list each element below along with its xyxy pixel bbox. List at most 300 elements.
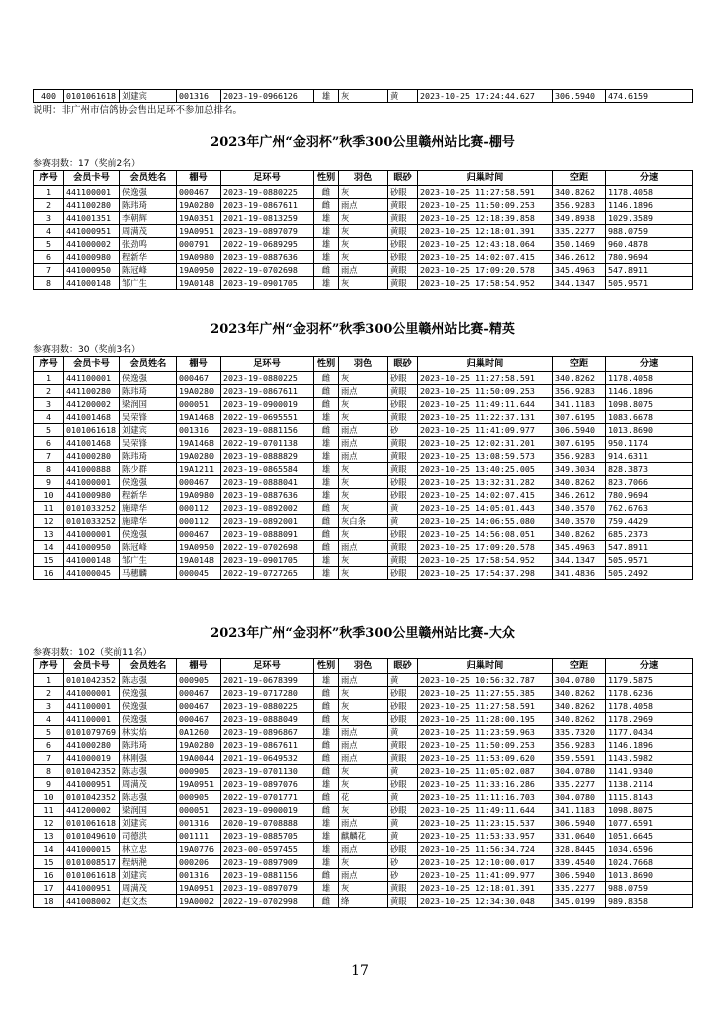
table-cell: 441100280	[64, 199, 120, 212]
table-cell: 1077.6591	[606, 817, 693, 830]
column-header: 性别	[314, 659, 339, 674]
table-cell: 304.0780	[553, 791, 606, 804]
table-cell: 19A0951	[177, 882, 221, 895]
table-cell: 441000950	[64, 264, 120, 277]
table-cell: 2023-10-25 12:18:01.391	[418, 882, 553, 895]
section-title-dazhong: 2023年广州“金羽杯”秋季300公里赣州站比赛-大众	[210, 626, 515, 641]
table-cell: 雨点	[339, 264, 388, 277]
table-row	[34, 476, 693, 489]
table-cell: 2023-10-25 11:50:09.253	[418, 199, 553, 212]
table-cell: 雄	[314, 830, 339, 843]
table-cell: 黄	[388, 765, 418, 778]
table-row	[34, 726, 693, 739]
table-cell: 砂眼	[388, 489, 418, 502]
table-cell: 雨点	[339, 817, 388, 830]
column-header: 分速	[606, 171, 693, 186]
table-cell: 雨点	[339, 424, 388, 437]
table-cell: 4	[34, 713, 64, 726]
table-cell: 17	[34, 882, 64, 895]
table-cell: 梁润国	[120, 804, 177, 817]
column-header: 会员姓名	[120, 659, 177, 674]
table-row	[34, 411, 693, 424]
table-cell: 灰	[339, 277, 388, 290]
table-cell: 黄	[388, 502, 418, 515]
table-cell: 349.8938	[553, 212, 606, 225]
table-cell: 0101061618	[64, 90, 120, 103]
table-cell: 6	[34, 437, 64, 450]
table-cell: 雌	[314, 528, 339, 541]
table-row	[34, 674, 693, 687]
table-cell: 1179.5875	[606, 674, 693, 687]
table-cell: 1141.9340	[606, 765, 693, 778]
table-cell: 000791	[177, 238, 221, 251]
table-cell: 346.2612	[553, 251, 606, 264]
table-cell: 程新华	[120, 251, 177, 264]
table-cell: 灰	[339, 567, 388, 580]
table-cell: 2023-10-25 11:56:34.724	[418, 843, 553, 856]
table-cell: 砂眼	[388, 251, 418, 264]
table-cell: 2023-10-25 11:41:09.977	[418, 869, 553, 882]
table-cell: 8	[34, 765, 64, 778]
table-row	[34, 869, 693, 882]
table-cell: 780.9694	[606, 251, 693, 264]
table-cell: 灰	[339, 225, 388, 238]
table-row	[34, 739, 693, 752]
table-cell: 雄	[314, 674, 339, 687]
table-cell: 441000951	[64, 778, 120, 791]
table-cell: 960.4878	[606, 238, 693, 251]
header-row	[34, 659, 693, 674]
table-cell: 823.7066	[606, 476, 693, 489]
table-cell: 0101033252	[64, 515, 120, 528]
table-cell: 黄眼	[388, 264, 418, 277]
column-header: 归巢时间	[418, 357, 553, 372]
table-row	[34, 528, 693, 541]
table-cell: 2023-10-25 13:08:59.573	[418, 450, 553, 463]
table-cell: 356.9283	[553, 385, 606, 398]
table-cell: 黄眼	[388, 199, 418, 212]
table-cell: 340.8262	[553, 186, 606, 199]
table-cell: 2023-10-25 14:06:55.080	[418, 515, 553, 528]
table-cell: 344.1347	[553, 554, 606, 567]
table-cell: 4	[34, 225, 64, 238]
table-cell: 2023-19-0880225	[221, 186, 314, 199]
table-cell: 341.1183	[553, 398, 606, 411]
table-cell: 2023-19-0897909	[221, 856, 314, 869]
table-cell: 441000045	[64, 567, 120, 580]
table-cell: 13	[34, 830, 64, 843]
table-cell: 灰	[339, 372, 388, 385]
table-cell: 780.9694	[606, 489, 693, 502]
table-cell: 19A0950	[177, 264, 221, 277]
table-cell: 2023-10-25 12:18:39.858	[418, 212, 553, 225]
table-cell: 2023-19-0901705	[221, 554, 314, 567]
table-cell: 2022-19-0701138	[221, 437, 314, 450]
table-cell: 灰	[339, 778, 388, 791]
table-row	[34, 541, 693, 554]
table-cell: 灰	[339, 90, 388, 103]
section-info-pengpai: 参赛羽数：17（奖前2名）	[33, 159, 141, 169]
table-cell: 砂	[388, 856, 418, 869]
table-cell: 13	[34, 528, 64, 541]
column-header: 序号	[34, 171, 64, 186]
table-cell: 989.8358	[606, 895, 693, 908]
table-cell: 2020-19-0708888	[221, 817, 314, 830]
table-cell: 雨点	[339, 199, 388, 212]
table-cell: 林立忠	[120, 843, 177, 856]
table-cell: 灰	[339, 882, 388, 895]
table-cell: 2023-10-25 11:33:16.286	[418, 778, 553, 791]
table-cell: 雄	[314, 251, 339, 264]
table-cell: 2023-10-25 11:05:02.087	[418, 765, 553, 778]
table-cell: 吴荣锋	[120, 411, 177, 424]
table-cell: 0101061618	[64, 424, 120, 437]
table-row	[34, 90, 693, 103]
table-cell: 雄	[314, 817, 339, 830]
table-cell: 547.8911	[606, 264, 693, 277]
table-cell: 黄眼	[388, 554, 418, 567]
table-cell: 2023-10-25 11:50:09.253	[418, 739, 553, 752]
table-cell: 黄眼	[388, 385, 418, 398]
table-cell: 2023-19-0887636	[221, 251, 314, 264]
table-cell: 雨点	[339, 752, 388, 765]
column-header: 会员卡号	[64, 659, 120, 674]
table-cell: 441000980	[64, 489, 120, 502]
table-row	[34, 765, 693, 778]
table-cell: 雄	[314, 411, 339, 424]
table-cell: 2023-10-25 14:02:07.415	[418, 251, 553, 264]
table-cell: 2022-19-0702698	[221, 264, 314, 277]
table-cell: 砂	[388, 869, 418, 882]
table-cell: 340.3570	[553, 502, 606, 515]
table-cell: 灰	[339, 212, 388, 225]
table-cell: 黄	[388, 90, 418, 103]
table-cell: 刘建宾	[120, 90, 177, 103]
column-header: 棚号	[177, 659, 221, 674]
table-cell: 19A1468	[177, 411, 221, 424]
table-cell: 1	[34, 372, 64, 385]
table-cell: 砂眼	[388, 713, 418, 726]
table-cell: 6	[34, 251, 64, 264]
table-cell: 10	[34, 489, 64, 502]
table-cell: 1146.1896	[606, 739, 693, 752]
table-cell: 1178.4058	[606, 372, 693, 385]
table-cell: 灰	[339, 713, 388, 726]
table-cell: 雄	[314, 225, 339, 238]
table-row	[34, 804, 693, 817]
table-cell: 雨点	[339, 541, 388, 554]
column-header: 眼砂	[388, 659, 418, 674]
table-cell: 雄	[314, 238, 339, 251]
table-row	[34, 238, 693, 251]
table-cell: 2022-19-0689295	[221, 238, 314, 251]
table-cell: 5	[34, 238, 64, 251]
table-cell: 周满茂	[120, 882, 177, 895]
table-cell: 邹广生	[120, 277, 177, 290]
table-cell: 441100001	[64, 713, 120, 726]
table-cell: 黄眼	[388, 437, 418, 450]
table-cell: 灰	[339, 804, 388, 817]
table-cell: 灰	[339, 463, 388, 476]
table-cell: 周满茂	[120, 778, 177, 791]
table-cell: 0101061618	[64, 817, 120, 830]
table-cell: 2023-10-25 11:41:09.977	[418, 424, 553, 437]
table-cell: 陈志强	[120, 791, 177, 804]
table-cell: 雌	[314, 186, 339, 199]
table-cell: 2023-10-25 17:58:54.952	[418, 554, 553, 567]
table-cell: 雄	[314, 778, 339, 791]
table-cell: 2023-10-25 17:24:44.627	[418, 90, 553, 103]
table-cell: 2022-19-0701771	[221, 791, 314, 804]
table-cell: 砂眼	[388, 843, 418, 856]
table-cell: 8	[34, 463, 64, 476]
table-cell: 赵文杰	[120, 895, 177, 908]
column-header: 棚号	[177, 357, 221, 372]
table-cell: 988.0759	[606, 225, 693, 238]
table-cell: 2023-10-25 17:09:20.578	[418, 264, 553, 277]
table-row	[34, 895, 693, 908]
table-cell: 441000148	[64, 277, 120, 290]
table-cell: 3	[34, 212, 64, 225]
table-cell: 12	[34, 515, 64, 528]
table-cell: 1029.3589	[606, 212, 693, 225]
table-cell: 雌	[314, 264, 339, 277]
table-cell: 刘建宾	[120, 869, 177, 882]
table-row	[34, 450, 693, 463]
table-cell: 344.1347	[553, 277, 606, 290]
table-cell: 7	[34, 752, 64, 765]
table-cell: 2023-10-25 13:32:31.282	[418, 476, 553, 489]
table-cell: 侯逸强	[120, 700, 177, 713]
table-cell: 2023-19-0881156	[221, 424, 314, 437]
table-cell: 2023-10-25 17:58:54.952	[418, 277, 553, 290]
table-cell: 685.2373	[606, 528, 693, 541]
table-cell: 2023-19-0896867	[221, 726, 314, 739]
table-cell: 雌	[314, 687, 339, 700]
section-info-jingying: 参赛羽数：30（奖前3名）	[33, 345, 141, 355]
table-row	[34, 251, 693, 264]
table-cell: 000467	[177, 687, 221, 700]
table-cell: 2023-10-25 11:49:11.644	[418, 804, 553, 817]
table-cell: 441000002	[64, 238, 120, 251]
table-cell: 547.8911	[606, 541, 693, 554]
table-cell: 19A1468	[177, 437, 221, 450]
column-header: 归巢时间	[418, 659, 553, 674]
table-cell: 灰	[339, 687, 388, 700]
table-cell: 16	[34, 567, 64, 580]
table-cell: 2	[34, 687, 64, 700]
table-cell: 441100280	[64, 385, 120, 398]
table-cell: 001316	[177, 424, 221, 437]
table-cell: 349.3034	[553, 463, 606, 476]
table-cell: 雄	[314, 90, 339, 103]
table-cell: 1178.4058	[606, 700, 693, 713]
table-cell: 11	[34, 502, 64, 515]
table-cell: 1	[34, 186, 64, 199]
table-cell: 828.3873	[606, 463, 693, 476]
table-cell: 砂眼	[388, 528, 418, 541]
table-cell: 2022-19-0702698	[221, 541, 314, 554]
table-cell: 雨点	[339, 385, 388, 398]
table-cell: 2023-10-25 11:23:59.963	[418, 726, 553, 739]
table-row	[34, 489, 693, 502]
table-cell: 306.5940	[553, 869, 606, 882]
table-cell: 441000888	[64, 463, 120, 476]
table-cell: 2023-10-25 14:02:07.415	[418, 489, 553, 502]
table-cell: 黄眼	[388, 225, 418, 238]
table-cell: 001316	[177, 869, 221, 882]
table-cell: 雨点	[339, 726, 388, 739]
table-cell: 2	[34, 385, 64, 398]
table-cell: 001111	[177, 830, 221, 843]
table-cell: 441008002	[64, 895, 120, 908]
table-row	[34, 843, 693, 856]
table-cell: 441100001	[64, 372, 120, 385]
table-row	[34, 778, 693, 791]
table-row	[34, 817, 693, 830]
table-cell: 340.8262	[553, 372, 606, 385]
table-cell: 黄眼	[388, 882, 418, 895]
table-cell: 18	[34, 895, 64, 908]
table-cell: 441000001	[64, 687, 120, 700]
table-cell: 19A0044	[177, 752, 221, 765]
table-cell: 陈志强	[120, 674, 177, 687]
table-cell: 001316	[177, 90, 221, 103]
table-cell: 2023-10-25 11:23:15.537	[418, 817, 553, 830]
table-cell: 0101008517	[64, 856, 120, 869]
table-cell: 340.8262	[553, 700, 606, 713]
table-cell: 雌	[314, 895, 339, 908]
table-cell: 雨点	[339, 437, 388, 450]
table-cell: 1115.8143	[606, 791, 693, 804]
table-row	[34, 687, 693, 700]
table-cell: 灰	[339, 765, 388, 778]
table-cell: 雄	[314, 554, 339, 567]
table-cell: 陈志强	[120, 765, 177, 778]
table-cell: 黄眼	[388, 541, 418, 554]
table-cell: 灰	[339, 398, 388, 411]
table-cell: 4	[34, 411, 64, 424]
table-cell: 雌	[314, 398, 339, 411]
table-cell: 侯逸强	[120, 186, 177, 199]
table-cell: 000467	[177, 713, 221, 726]
table-cell: 0101079769	[64, 726, 120, 739]
column-header: 会员姓名	[120, 357, 177, 372]
table-cell: 19A0776	[177, 843, 221, 856]
table-cell: 19A0148	[177, 277, 221, 290]
table-cell: 341.4836	[553, 567, 606, 580]
table-cell: 砂眼	[388, 186, 418, 199]
table-cell: 1177.0434	[606, 726, 693, 739]
table-cell: 2023-19-0900019	[221, 804, 314, 817]
table-cell: 2022-19-0702998	[221, 895, 314, 908]
table-cell: 雄	[314, 726, 339, 739]
table-cell: 304.0780	[553, 765, 606, 778]
table-cell: 441000280	[64, 450, 120, 463]
table-cell: 2023-10-25 11:27:55.385	[418, 687, 553, 700]
table-cell: 19A0280	[177, 199, 221, 212]
table-cell: 346.2612	[553, 489, 606, 502]
table-cell: 黄眼	[388, 752, 418, 765]
table-cell: 441000980	[64, 251, 120, 264]
table-cell: 2023-19-0888041	[221, 476, 314, 489]
table-cell: 砂眼	[388, 687, 418, 700]
table-cell: 14	[34, 541, 64, 554]
table-cell: 雌	[314, 869, 339, 882]
table-cell: 黄眼	[388, 895, 418, 908]
table-cell: 2023-10-25 12:18:01.391	[418, 225, 553, 238]
table-cell: 335.2277	[553, 882, 606, 895]
table-cell: 400	[34, 90, 64, 103]
table-cell: 刘建宾	[120, 424, 177, 437]
table-cell: 灰	[339, 411, 388, 424]
table-cell: 2023-10-25 11:53:09.620	[418, 752, 553, 765]
table-cell: 16	[34, 869, 64, 882]
table-cell: 340.8262	[553, 713, 606, 726]
table-cell: 雄	[314, 212, 339, 225]
table-cell: 砂眼	[388, 476, 418, 489]
table-cell: 441000019	[64, 752, 120, 765]
table-cell: 雨点	[339, 674, 388, 687]
table-cell: 砂眼	[388, 567, 418, 580]
table-cell: 0A1260	[177, 726, 221, 739]
table-cell: 雄	[314, 476, 339, 489]
table-cell: 2023-10-25 14:56:08.051	[418, 528, 553, 541]
table-cell: 2023-10-25 12:02:31.201	[418, 437, 553, 450]
table-row	[34, 830, 693, 843]
table-cell: 2023-19-0966126	[221, 90, 314, 103]
table-cell: 341.1183	[553, 804, 606, 817]
section-info-dazhong: 参赛羽数：102（奖前11名）	[33, 648, 152, 658]
table-cell: 19A0980	[177, 489, 221, 502]
table-cell: 15	[34, 554, 64, 567]
table-row	[34, 700, 693, 713]
table-cell: 司德洪	[120, 830, 177, 843]
table-cell: 000112	[177, 515, 221, 528]
table-cell: 356.9283	[553, 450, 606, 463]
table-cell: 雄	[314, 489, 339, 502]
table-cell: 19A0951	[177, 225, 221, 238]
table-cell: 2023-10-25 12:10:00.017	[418, 856, 553, 869]
column-header: 会员卡号	[64, 171, 120, 186]
table-cell: 306.5940	[553, 817, 606, 830]
table-cell: 麒麟花	[339, 830, 388, 843]
table-cell: 施瑋华	[120, 515, 177, 528]
table-cell: 356.9283	[553, 739, 606, 752]
table-cell: 000051	[177, 398, 221, 411]
table-cell: 331.0640	[553, 830, 606, 843]
table-cell: 张劲鸣	[120, 238, 177, 251]
table-cell: 9	[34, 476, 64, 489]
table-row	[34, 424, 693, 437]
results-table-jingying	[33, 356, 693, 580]
table-cell: 2023-19-0867611	[221, 385, 314, 398]
table-cell: 黄	[388, 817, 418, 830]
table-cell: 000467	[177, 528, 221, 541]
table-cell: 335.7320	[553, 726, 606, 739]
table-cell: 2023-10-25 17:54:37.298	[418, 567, 553, 580]
column-header: 分速	[606, 659, 693, 674]
table-cell: 5	[34, 424, 64, 437]
table-cell: 441100001	[64, 186, 120, 199]
table-cell: 灰白条	[339, 515, 388, 528]
table-row	[34, 554, 693, 567]
table-cell: 759.4429	[606, 515, 693, 528]
table-cell: 雌	[314, 515, 339, 528]
table-row	[34, 882, 693, 895]
header-row	[34, 357, 693, 372]
table-cell: 1138.2114	[606, 778, 693, 791]
